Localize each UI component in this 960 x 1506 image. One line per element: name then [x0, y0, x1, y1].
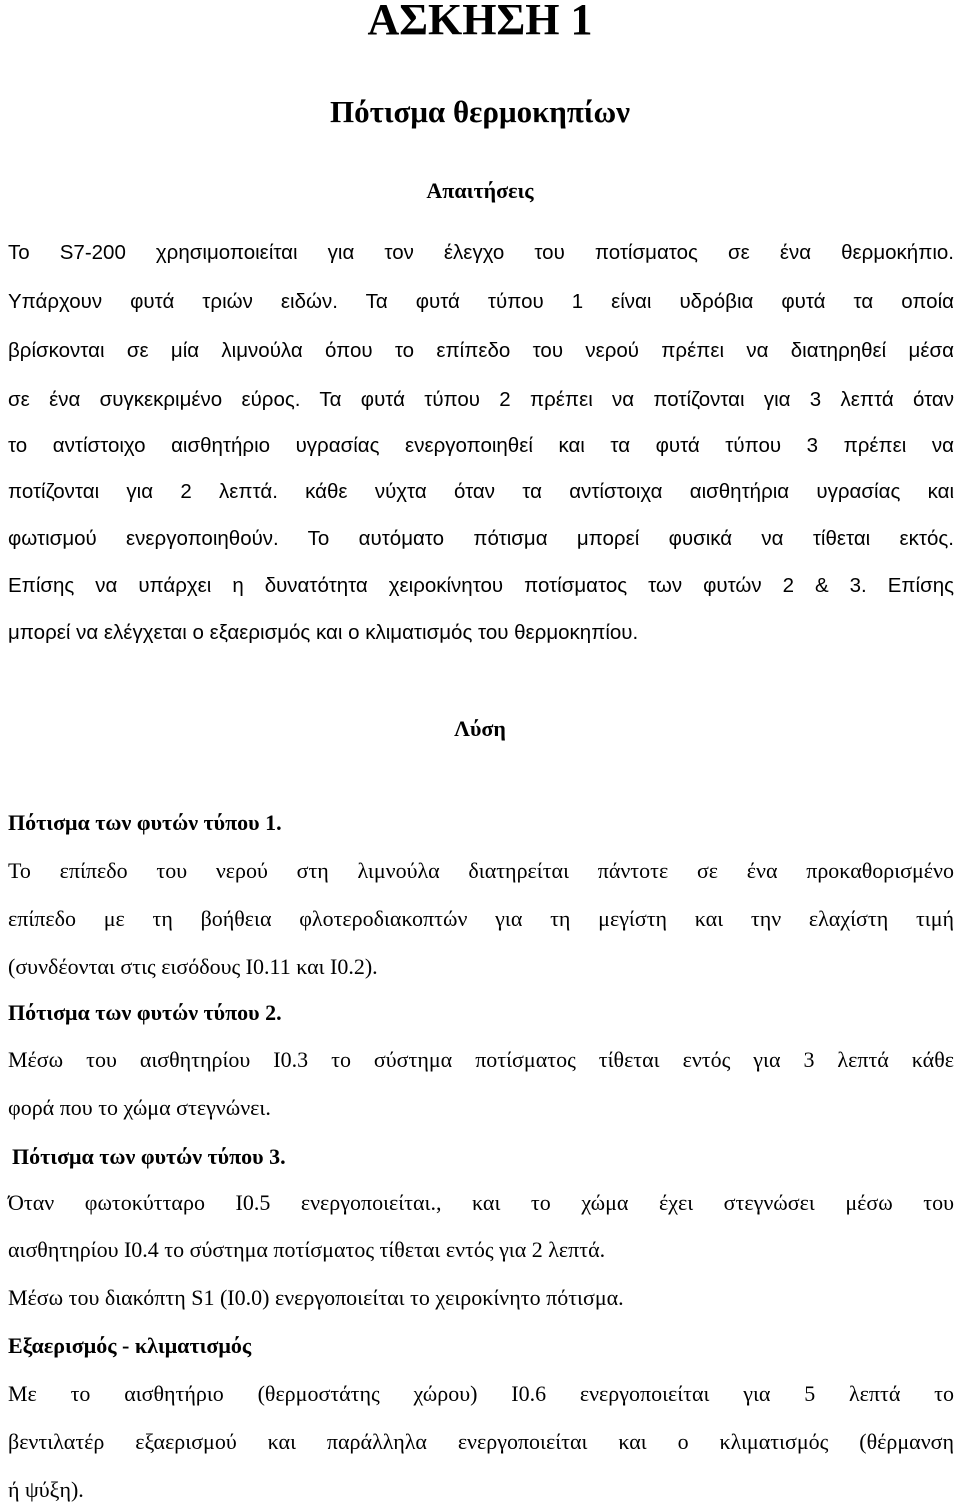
type2-heading: Πότισμα των φυτών τύπου 2.: [8, 1000, 282, 1025]
requirements-line: φωτισμού ενεργοποιηθούν. Το αυτόματο πότισμα μπορεί φυσικά να τίθεται εκτός.: [8, 527, 954, 550]
type1-line: Το επίπεδο του νερού στη λιμνούλα διατηρείται πάντοτε σε ένα προκαθορισμένο: [8, 858, 954, 883]
requirements-line: Το S7-200 χρησιμοποιείται για τον έλεγχο του ποτίσματος σε ένα θερμοκήπιο.: [8, 241, 954, 264]
ventilation-line: Με το αισθητήριο (θερμοστάτης χώρου) I0.6 ενεργοποιείται για 5 λεπτά το: [8, 1381, 954, 1406]
ventilation-heading: Εξαερισμός - κλιματισμός: [8, 1333, 252, 1358]
requirements-line: Επίσης να υπάρχει η δυνατότητα χειροκίνητου ποτίσματος των φυτών 2 & 3. Επίσης: [8, 574, 954, 597]
type2-line: φορά που το χώμα στεγνώνει.: [8, 1095, 271, 1120]
requirements-line: βρίσκονται σε μία λιμνούλα όπου το επίπεδο του νερού πρέπει να διατηρηθεί μέσα: [8, 339, 954, 362]
page-subtitle: Πότισμα θερμοκηπίων: [329, 94, 630, 129]
type3-line: αισθητηρίου I0.4 το σύστημα ποτίσματος τίθεται εντός για 2 λεπτά.: [8, 1237, 606, 1262]
type1-line: επίπεδο με τη βοήθεια φλοτεροδιακοπτών για τη μεγίστη και την ελαχίστη τιμή: [8, 906, 954, 931]
ventilation-line: ή ψύξη).: [8, 1477, 84, 1502]
requirements-line: Υπάρχουν φυτά τριών ειδών. Τα φυτά τύπου 1 είναι υδρόβια φυτά τα οποία: [8, 290, 954, 313]
requirements-line: σε ένα συγκεκριμένο εύρος. Τα φυτά τύπου 2 πρέπει να ποτίζονται για 3 λεπτά όταν: [8, 388, 954, 411]
type3-line: Μέσω του διακόπτη S1 (I0.0) ενεργοποιείται το χειροκίνητο πότισμα.: [8, 1285, 624, 1310]
requirements-line: μπορεί να ελέγχεται ο εξαερισμός και ο κλιματισμός του θερμοκηπίου.: [8, 621, 639, 644]
ventilation-line: βεντιλατέρ εξαερισμού και παράλληλα ενεργοποιείται και ο κλιματισμός (θέρμανση: [8, 1429, 954, 1454]
page-title: ΑΣΚΗΣΗ 1: [367, 0, 593, 44]
solution-heading: Λύση: [454, 716, 506, 741]
type1-heading: Πότισμα των φυτών τύπου 1.: [8, 810, 282, 835]
type1-line: (συνδέονται στις εισόδους I0.11 και I0.2).: [8, 954, 378, 979]
type3-heading: Πότισμα των φυτών τύπου 3.: [12, 1144, 286, 1169]
requirements-heading: Απαιτήσεις: [426, 178, 534, 203]
requirements-line: ποτίζονται για 2 λεπτά. κάθε νύχτα όταν τα αντίστοιχα αισθητήρια υγρασίας και: [8, 480, 954, 503]
type3-line: Όταν φωτοκύτταρο I0.5 ενεργοποιείται., και το χώμα έχει στεγνώσει μέσω του: [8, 1190, 954, 1215]
type2-line: Μέσω του αισθητηρίου I0.3 το σύστημα ποτίσματος τίθεται εντός για 3 λεπτά κάθε: [8, 1047, 954, 1072]
requirements-line: το αντίστοιχο αισθητήριο υγρασίας ενεργοποιηθεί και τα φυτά τύπου 3 πρέπει να: [8, 434, 954, 457]
